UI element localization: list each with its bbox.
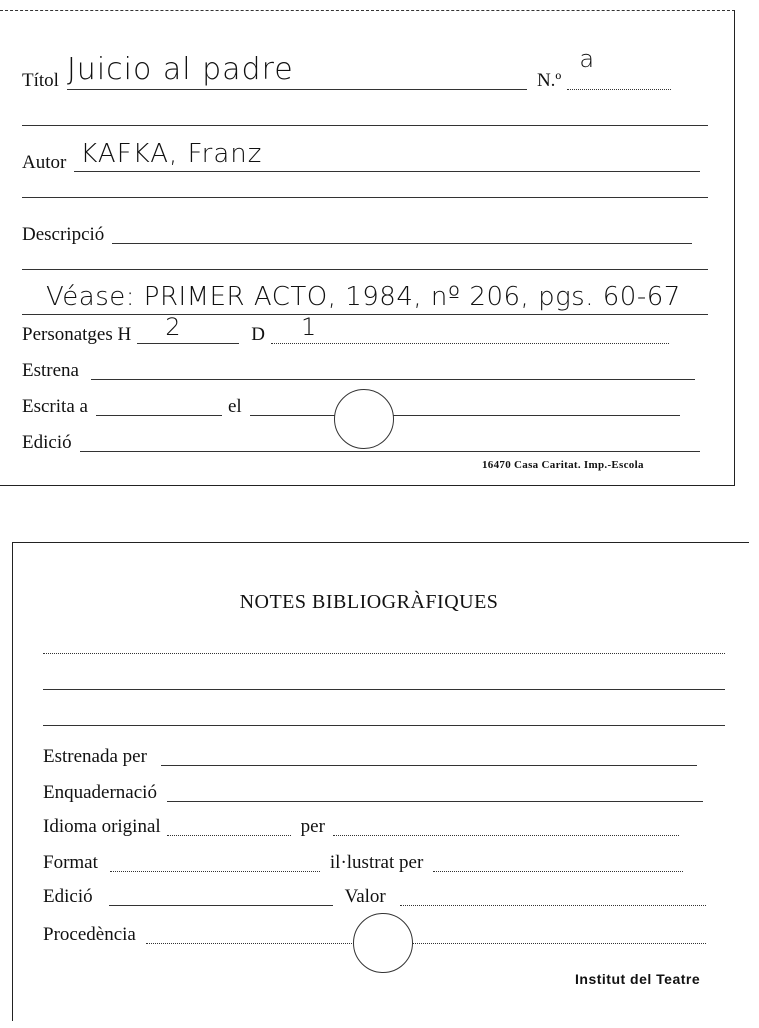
- descripcio-value: Véase: PRIMER ACTO, 1984, nº 206, pgs. 60-67: [46, 282, 681, 312]
- edicio-label: Edició: [22, 432, 72, 453]
- personatges-label: Personatges H: [22, 324, 132, 345]
- estrena-label: Estrena: [22, 360, 79, 381]
- escrita-el-field: [250, 415, 680, 416]
- numero-value: a: [579, 45, 596, 73]
- notes-line-1: [43, 653, 725, 654]
- procedencia-field: [146, 943, 706, 944]
- descripcio-extra-line-2: [22, 282, 708, 315]
- idioma-label: Idioma original: [43, 816, 161, 837]
- notes-title: NOTES BIBLIOGRÀFIQUES: [239, 591, 499, 613]
- personatges-h-field: [137, 313, 239, 344]
- d-label: D: [251, 324, 265, 345]
- escrita-label: Escrita a: [22, 396, 88, 417]
- descripcio-label: Descripció: [22, 224, 105, 245]
- numero-field: [567, 45, 671, 90]
- descripcio-row: [22, 225, 712, 244]
- edicio-back-label: Edició: [43, 886, 93, 907]
- estrena-row: [22, 361, 712, 380]
- edicio-field: [80, 451, 700, 452]
- illustrat-label: il·lustrat per: [329, 852, 424, 873]
- catalog-card-back: [12, 542, 749, 1021]
- personatges-row: [22, 313, 712, 345]
- estrenada-field: [161, 765, 697, 766]
- descripcio-extra-line-1: [22, 269, 708, 270]
- estrenada-label: Estrenada per: [43, 746, 147, 767]
- notes-line-3: [43, 725, 725, 726]
- punch-hole: [334, 389, 394, 449]
- titol-field: [66, 52, 527, 90]
- descripcio-field: [112, 243, 692, 244]
- per-label: per: [300, 816, 325, 837]
- format-field: [110, 871, 320, 872]
- estrena-field: [91, 379, 695, 380]
- titol-label: Títol: [22, 70, 59, 91]
- personatges-d-value: 1: [300, 313, 318, 341]
- autor-label: Autor: [22, 152, 67, 173]
- idioma-field: [167, 835, 291, 836]
- autor-extra-line: [22, 197, 708, 198]
- punch-hole-back: [353, 913, 413, 973]
- format-row: [43, 853, 733, 872]
- titol-extra-line: [22, 125, 708, 126]
- edicio-back-row: [43, 887, 733, 906]
- el-label: el: [227, 396, 242, 417]
- valor-field: [400, 905, 706, 906]
- notes-line-2: [43, 689, 725, 690]
- enquadernacio-label: Enquadernació: [43, 782, 157, 803]
- procedencia-label: Procedència: [43, 924, 136, 945]
- personatges-h-value: 2: [165, 313, 182, 341]
- printer-imprint: 16470 Casa Caritat. Imp.-Escola: [482, 459, 644, 471]
- autor-value: KAFKA, Franz: [80, 139, 263, 169]
- catalog-card-front: [0, 10, 735, 486]
- illustrat-field: [433, 871, 683, 872]
- personatges-d-field: [271, 313, 669, 344]
- institut-imprint: Institut del Teatre: [575, 971, 701, 987]
- per-field: [333, 835, 679, 836]
- format-label: Format: [43, 852, 98, 873]
- enquadernacio-field: [167, 801, 703, 802]
- valor-label: Valor: [344, 886, 386, 907]
- enquadernacio-row: [43, 783, 733, 802]
- escrita-a-field: [96, 415, 222, 416]
- autor-field: [74, 139, 700, 172]
- titol-value: Juicio al padre: [66, 52, 294, 87]
- numero-label: N.º: [536, 70, 562, 91]
- titol-row: [22, 45, 712, 91]
- autor-row: [22, 139, 712, 173]
- estrenada-row: [43, 747, 733, 766]
- idioma-row: [43, 817, 733, 836]
- edicio-back-field: [109, 905, 333, 906]
